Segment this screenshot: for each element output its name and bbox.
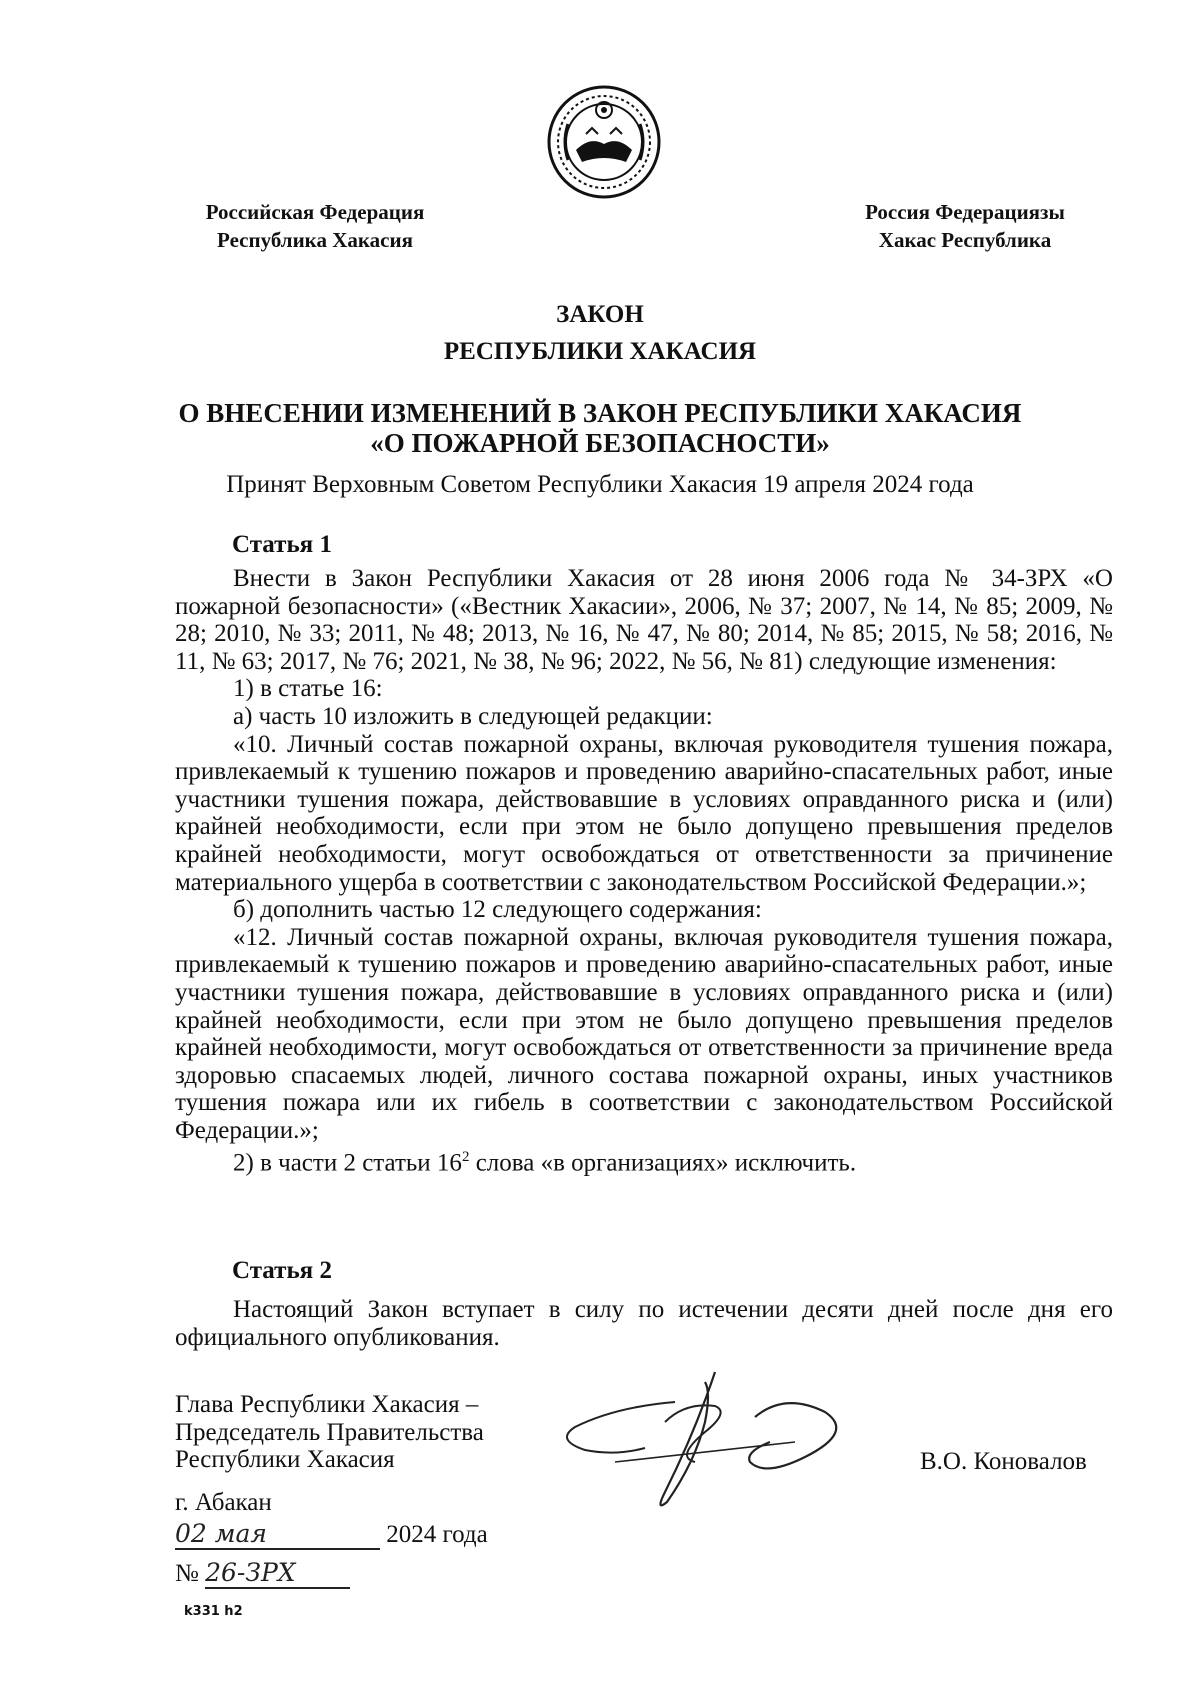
article2-heading: Статья 2: [232, 1257, 332, 1284]
issuer-title: РЕСПУБЛИКИ ХАКАСИЯ: [443, 338, 757, 365]
article1-item1: 1) в статье 16:: [233, 675, 383, 703]
article1-item2-sup: 2: [461, 1149, 470, 1166]
place-line: г. Абакан: [175, 1489, 272, 1516]
header-left-line1: Российская Федерация: [205, 200, 425, 224]
signer-position-line3: Республики Хакасия: [175, 1446, 395, 1474]
article1-item2: [175, 1144, 1113, 1177]
signer-position: [175, 1391, 484, 1474]
article1-part10: «10. Личный состав пожарной охраны, включая руководителя тушения пожара, привлекаемый к тушению пожаров и проведению аварийно-спасательных работ, иные участники тушения пожара, действовавшие в условиях оправданного риска и (или) крайней необходимости, если при этом не было допущено превышения пределов крайней необходимости, могут освобождаться от ответственности за причинение материального ущерба в соответствии с законодательством Российской Федерации.»;: [175, 730, 1113, 896]
number-prefix: №: [175, 1560, 199, 1587]
signer-position-line1: Глава Республики Хакасия –: [175, 1391, 479, 1418]
article1-item1b: б) дополнить частью 12 следующего содержания:: [233, 896, 762, 924]
article1-body: [175, 565, 1113, 1177]
accepted-line: Принят Верховным Советом Республики Хакасия 19 апреля 2024 года: [226, 471, 974, 498]
header-right-line2: Хакас Республика: [878, 228, 1052, 252]
article1-item2-pre: 2) в части 2 статьи 16: [233, 1149, 462, 1177]
signer-name: В.О. Коновалов: [920, 1448, 1087, 1475]
article2-text: Настоящий Закон вступает в силу по истечении десяти дней после дня его официального опубликования.: [175, 1296, 1113, 1351]
subject-title-line2: «О ПОЖАРНОЙ БЕЗОПАСНОСТИ»: [370, 428, 830, 458]
doc-type-title: ЗАКОН: [556, 301, 644, 328]
date-handwritten: 02 мая: [175, 1519, 380, 1550]
handwritten-signature: [555, 1362, 875, 1522]
article1-item2-post: слова «в организациях» исключить.: [469, 1149, 857, 1177]
article1-heading: Статья 1: [232, 531, 332, 558]
number-handwritten: 26-ЗРХ: [205, 1558, 350, 1589]
header-right: [820, 198, 1110, 254]
header-left-line2: Республика Хакасия: [217, 228, 413, 252]
signer-position-line2: Председатель Правительства: [175, 1418, 484, 1446]
subject-title-line1: О ВНЕСЕНИИ ИЗМЕНЕНИЙ В ЗАКОН РЕСПУБЛИКИ ХАКАСИЯ: [178, 398, 1022, 428]
article1-part12: «12. Личный состав пожарной охраны, включая руководителя тушения пожара, привлекаемый к тушению пожаров и проведению аварийно-спасательных работ, иные участники тушения пожара, действовавшие в условиях оправданного риска и (или) крайней необходимости, если при этом не было допущено превышения пределов крайней необходимости, могут освобождаться от ответственности за причинение вреда здоровью спасаемых людей, личного состава пожарной охраны, иных участников тушения пожара или их гибель в соответствии с законодательством Российской Федерации.»;: [175, 923, 1113, 1144]
number-line: [175, 1558, 350, 1589]
header-left: [160, 198, 470, 254]
subject-title: [0, 398, 1200, 458]
date-year: 2024 года: [386, 1521, 488, 1548]
article1-item1a: а) часть 10 изложить в следующей редакции:: [233, 702, 713, 730]
article2-body: [175, 1296, 1113, 1351]
coat-of-arms-emblem-icon: [546, 84, 662, 200]
header-right-line1: Россия Федерациязы: [865, 200, 1065, 224]
document-code: k331 h2: [184, 1604, 243, 1619]
article1-intro: Внести в Закон Республики Хакасия от 28 июня 2006 года № 34-ЗРХ «О пожарной безопасности» («Вестник Хакасии», 2006, № 37; 2007, № 14, № 85; 2009, № 28; 2010, № 33; 2011, № 48; 2013, № 16, № 47, № 80; 2014, № 85; 2015, № 58; 2016, № 11, № 63; 2017, № 76; 2021, № 38, № 96; 2022, № 56, № 81) следующие изменения:: [175, 565, 1113, 675]
date-line: [175, 1519, 488, 1550]
